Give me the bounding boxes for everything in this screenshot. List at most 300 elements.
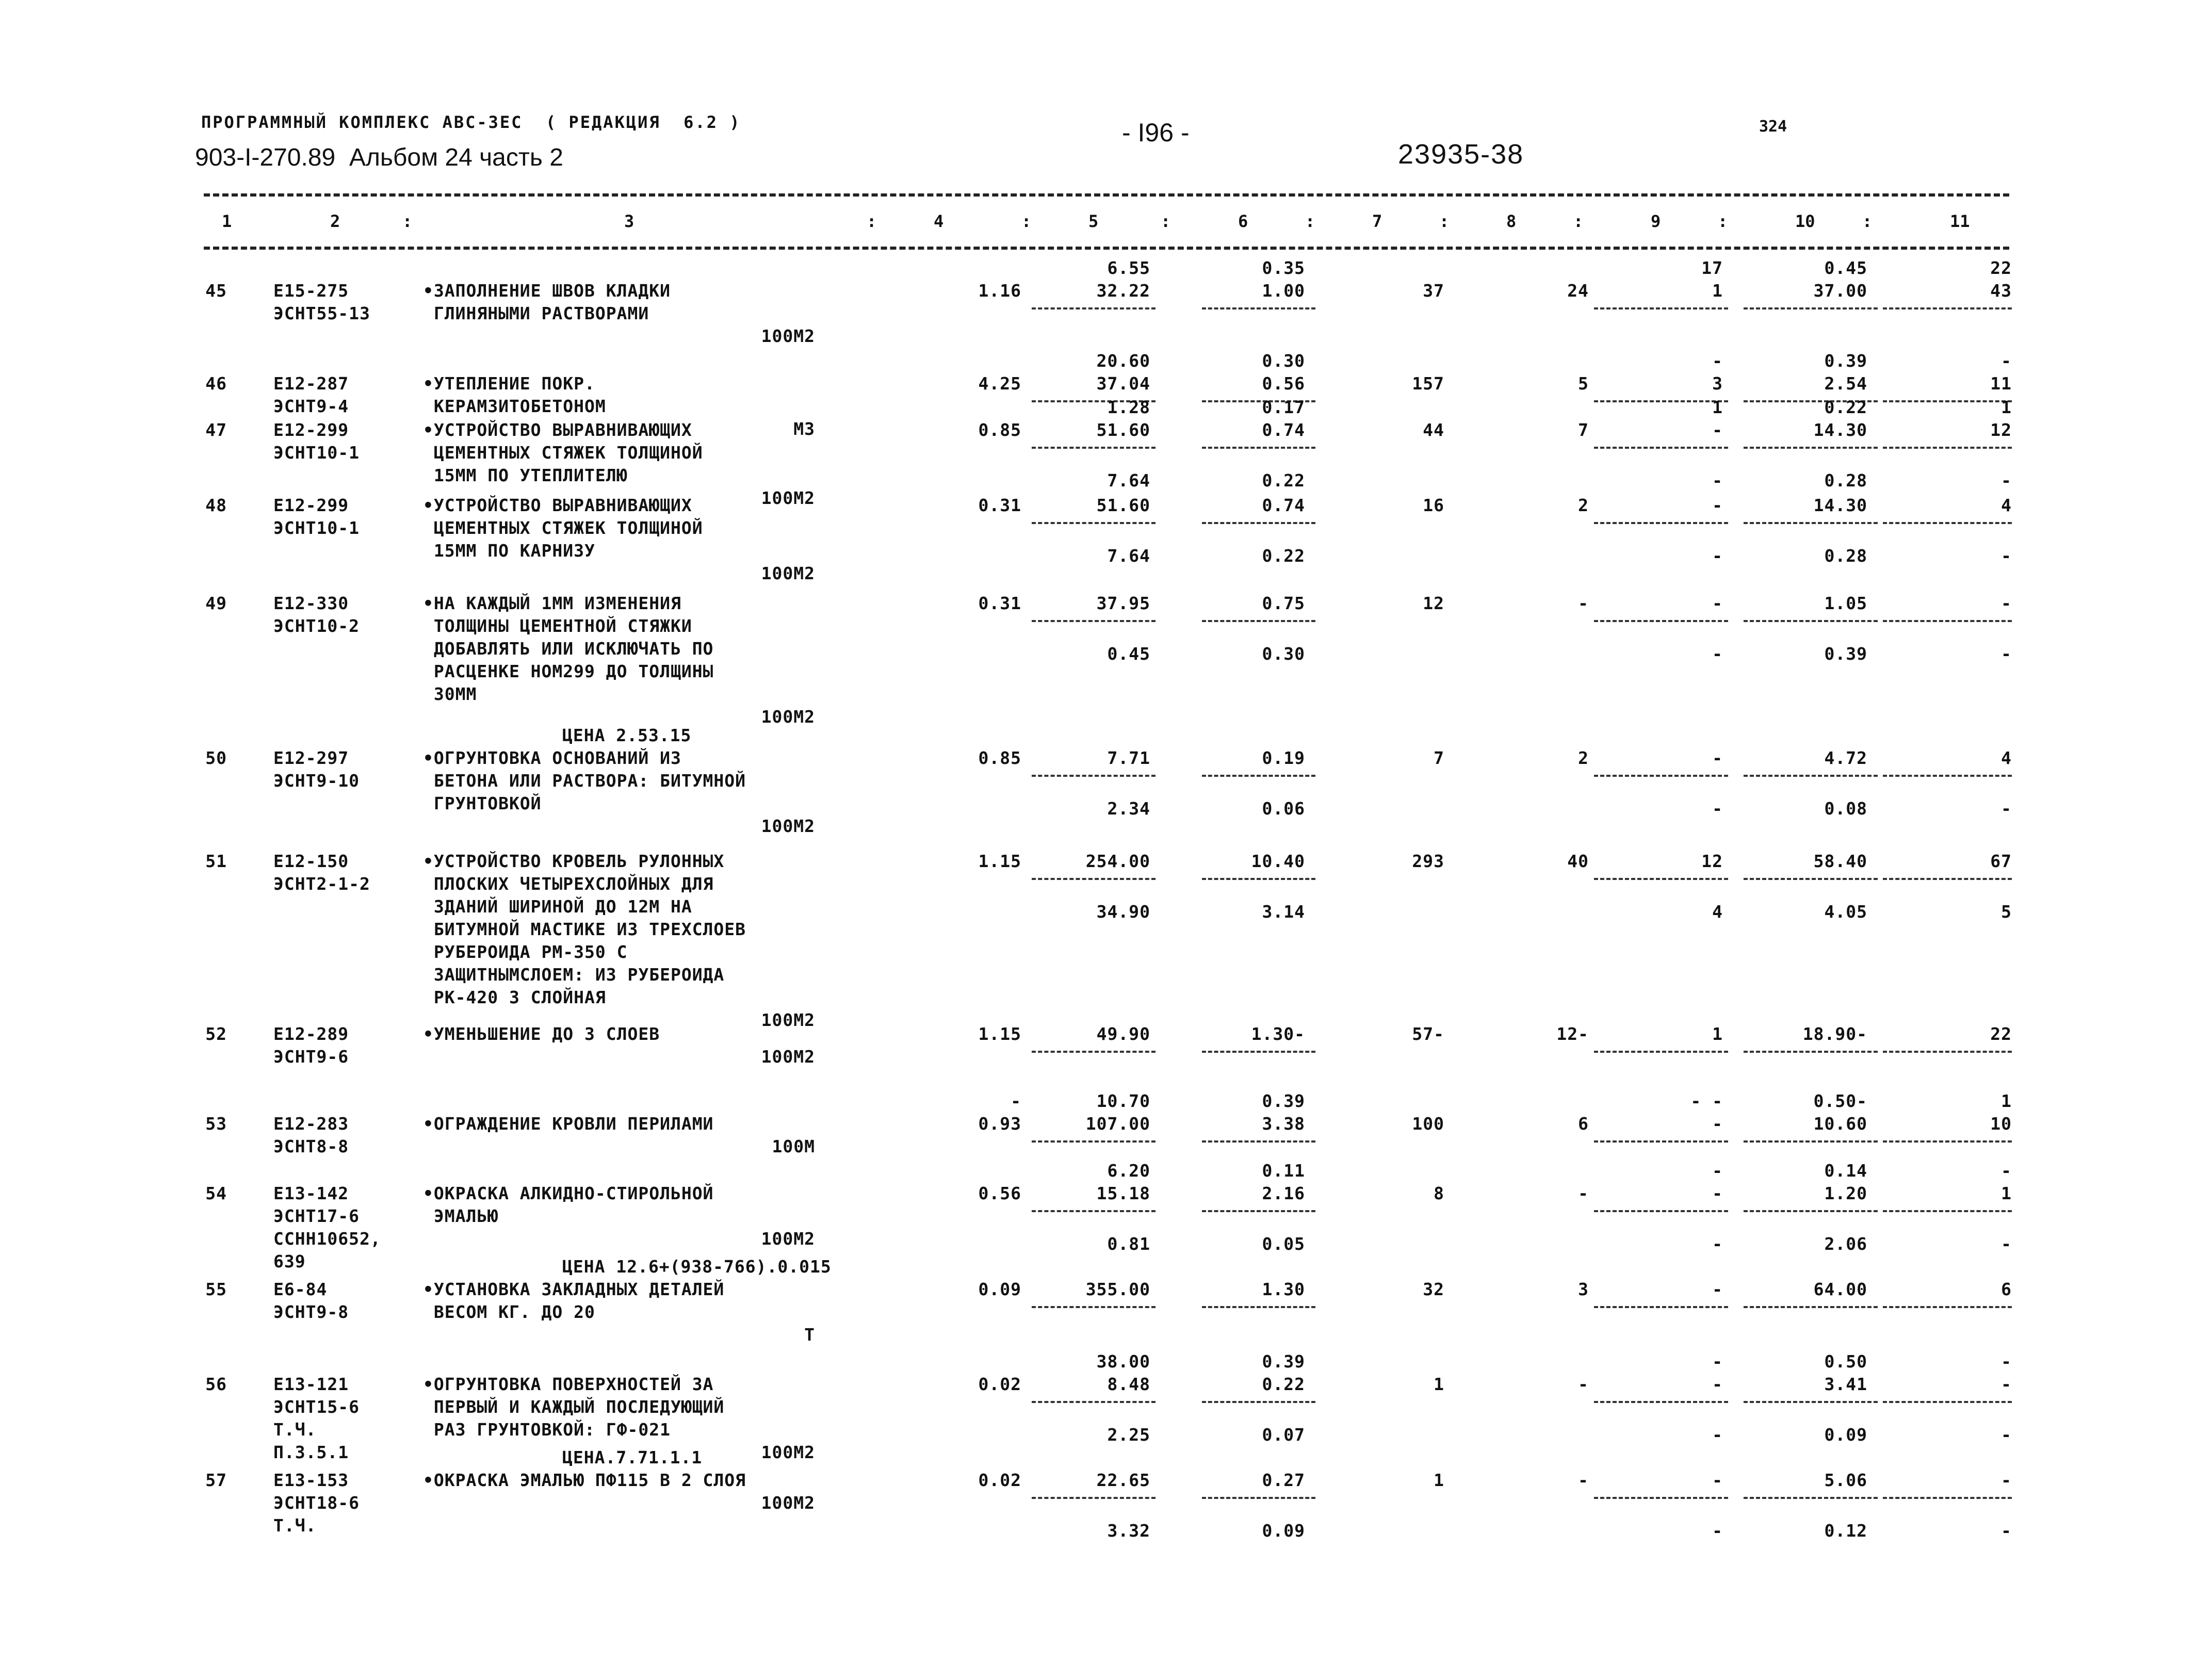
value-c11: - xyxy=(2001,1374,2012,1394)
value-c5: 107.00 xyxy=(1085,1114,1150,1134)
row-number: 53 xyxy=(205,1114,227,1134)
row-code: Т.Ч. xyxy=(273,1515,317,1536)
value-c6: 0.19 xyxy=(1262,748,1305,768)
subtotal-rule xyxy=(1594,1306,1728,1308)
value-c10: 64.00 xyxy=(1813,1279,1867,1299)
lower-value-c11: - xyxy=(2001,1234,2012,1254)
row-code: Е12-283 xyxy=(273,1114,349,1134)
subtotal-rule xyxy=(1744,1497,1878,1499)
value-c10: 1.20 xyxy=(1824,1183,1867,1203)
row-unit: 100М2 xyxy=(761,1493,815,1513)
lower-value-c10: 0.28 xyxy=(1824,546,1867,566)
value-c11: 11 xyxy=(1990,373,2012,394)
subtotal-rule xyxy=(1883,1051,2012,1053)
column-header-3: : xyxy=(402,211,413,231)
subtotal-rule xyxy=(1744,522,1878,524)
value-c8: 7 xyxy=(1578,420,1589,440)
value-c6: 1.00 xyxy=(1262,281,1305,301)
value-c7: 8 xyxy=(1434,1183,1444,1203)
pre-value-c9: - xyxy=(1712,1351,1723,1372)
lower-value-c6: 3.14 xyxy=(1262,902,1305,922)
value-c9: 1 xyxy=(1712,1024,1723,1044)
lower-value-c5: 34.90 xyxy=(1096,902,1150,922)
value-c5: 32.22 xyxy=(1096,281,1150,301)
row-description: ПЛОСКИХ ЧЕТЫРЕХСЛОЙНЫХ ДЛЯ xyxy=(423,874,714,894)
row-unit: М3 xyxy=(793,419,815,439)
lower-value-c10: 0.08 xyxy=(1824,798,1867,819)
row-unit: 100М2 xyxy=(761,816,815,836)
value-c11: 4 xyxy=(2001,748,2012,768)
row-unit: 100М xyxy=(772,1136,815,1156)
pre-value-c5: 6.55 xyxy=(1107,258,1150,278)
value-c7: 57- xyxy=(1412,1024,1444,1044)
lower-value-c9: - xyxy=(1712,546,1723,566)
row-code: Е13-121 xyxy=(273,1374,349,1394)
table-header-rule xyxy=(204,247,2009,250)
value-c5: 51.60 xyxy=(1096,495,1150,515)
value-c9: - xyxy=(1712,1470,1723,1490)
row-code: ЭСНТ9-4 xyxy=(273,396,349,416)
subtotal-rule xyxy=(1594,1210,1728,1212)
row-code: ЭСНТ9-6 xyxy=(273,1047,349,1067)
row-code: ЭСНТ18-6 xyxy=(273,1493,360,1513)
pre-value-c5: 6.20 xyxy=(1107,1161,1150,1181)
row-description: ГРУНТОВКОЙ xyxy=(423,793,542,813)
pre-value-c6: 0.30 xyxy=(1262,351,1305,371)
value-c9: - xyxy=(1712,1114,1723,1134)
row-code: Е13-153 xyxy=(273,1470,349,1490)
row-number: 51 xyxy=(205,851,227,871)
pre-value-c9: - - xyxy=(1690,1091,1723,1111)
row-code: ЭСНТ55-13 xyxy=(273,303,370,323)
row-code: Е12-289 xyxy=(273,1024,349,1044)
value-c6: 0.74 xyxy=(1262,420,1305,440)
value-c8: 12- xyxy=(1556,1024,1589,1044)
subtotal-rule xyxy=(1032,1051,1156,1053)
pre-value-c9: 1 xyxy=(1712,397,1723,417)
value-c10: 37.00 xyxy=(1813,281,1867,301)
value-c9: - xyxy=(1712,420,1723,440)
row-number: 56 xyxy=(205,1374,227,1394)
value-c7: 157 xyxy=(1412,373,1444,394)
row-description: РАЗ ГРУНТОВКОЙ: ГФ-021 xyxy=(423,1420,671,1440)
subtotal-rule xyxy=(1032,447,1156,449)
pre-value-c11: - xyxy=(2001,1161,2012,1181)
column-header-9: : xyxy=(1161,211,1171,231)
value-c6: 1.30- xyxy=(1251,1024,1305,1044)
row-description: •УТЕПЛЕНИЕ ПОКР. xyxy=(423,373,595,394)
pre-value-c11: - xyxy=(2001,1351,2012,1372)
value-c5: 355.00 xyxy=(1085,1279,1150,1299)
row-description: ДОБАВЛЯТЬ ИЛИ ИСКЛЮЧАТЬ ПО xyxy=(423,639,714,659)
row-unit: 100М2 xyxy=(761,707,815,727)
column-header-12: 7 xyxy=(1372,211,1382,231)
row-code: Е15-275 xyxy=(273,281,349,301)
value-c7: 1 xyxy=(1434,1470,1444,1490)
price-note: ЦЕНА.7.71.1.1 xyxy=(562,1447,703,1467)
value-c8: 2 xyxy=(1578,495,1589,515)
column-header-14: 8 xyxy=(1506,211,1517,231)
subtotal-rule xyxy=(1594,522,1728,524)
pre-value-c10: 0.50 xyxy=(1824,1351,1867,1372)
lower-value-c5: 0.81 xyxy=(1107,1234,1150,1254)
lower-value-c9: - xyxy=(1712,470,1723,491)
price-note: ЦЕНА 2.53.15 xyxy=(562,725,692,745)
row-code: ЭСНТ9-8 xyxy=(273,1302,349,1322)
value-c9: 12 xyxy=(1701,851,1723,871)
value-c7: 7 xyxy=(1434,748,1444,768)
document-number: 23935-38 xyxy=(1398,139,1524,170)
row-description: ГЛИНЯНЫМИ РАСТВОРАМИ xyxy=(423,303,649,323)
value-c6: 0.74 xyxy=(1262,495,1305,515)
row-number: 48 xyxy=(205,495,227,515)
row-description: РК-420 3 СЛОЙНАЯ xyxy=(423,987,606,1007)
price-note: ЦЕНА 12.6+(938-766).0.015 xyxy=(562,1257,832,1277)
lower-value-c9: - xyxy=(1712,1234,1723,1254)
subtotal-rule xyxy=(1883,620,2012,622)
pre-value-c5: 20.60 xyxy=(1096,351,1150,371)
page-number: - I96 - xyxy=(1122,118,1190,147)
row-number: 45 xyxy=(205,281,227,301)
row-description: •НА КАЖДЫЙ 1ММ ИЗМЕНЕНИЯ xyxy=(423,593,681,613)
value-c10: 3.41 xyxy=(1824,1374,1867,1394)
pre-value-c6: 0.39 xyxy=(1262,1351,1305,1372)
row-unit: 100М2 xyxy=(761,488,815,508)
subtotal-rule xyxy=(1202,1210,1315,1212)
subtotal-rule xyxy=(1883,1401,2012,1403)
album-title: 903-I-270.89 Альбом 24 часть 2 xyxy=(195,144,563,171)
row-unit: 100М2 xyxy=(761,563,815,583)
subtotal-rule xyxy=(1032,1401,1156,1403)
pre-value-c9: 17 xyxy=(1701,258,1723,278)
subtotal-rule xyxy=(1883,1497,2012,1499)
lower-value-c10: 0.28 xyxy=(1824,470,1867,491)
value-c5: 8.48 xyxy=(1107,1374,1150,1394)
value-c7: 12 xyxy=(1423,593,1444,613)
lower-value-c5: 2.34 xyxy=(1107,798,1150,819)
value-c10: 5.06 xyxy=(1824,1470,1867,1490)
subtotal-rule xyxy=(1744,1210,1878,1212)
program-title: ПРОГРАММНЫЙ КОМПЛЕКС АВС-3ЕС ( РЕДАКЦИЯ 6.2 ) xyxy=(201,112,741,132)
value-c5: 37.95 xyxy=(1096,593,1150,613)
value-c6: 0.56 xyxy=(1262,373,1305,394)
value-c9: - xyxy=(1712,593,1723,613)
value-c4: 1.16 xyxy=(978,281,1021,301)
lower-value-c10: 0.09 xyxy=(1824,1425,1867,1445)
value-c8: 3 xyxy=(1578,1279,1589,1299)
lower-value-c5: 0.45 xyxy=(1107,644,1150,664)
value-c5: 22.65 xyxy=(1096,1470,1150,1490)
pre-value-c5: 1.28 xyxy=(1107,397,1150,417)
value-c4: 0.85 xyxy=(978,748,1021,768)
value-c8: 40 xyxy=(1567,851,1589,871)
subtotal-rule xyxy=(1744,447,1878,449)
value-c4: 0.02 xyxy=(978,1470,1021,1490)
subtotal-rule xyxy=(1032,307,1156,309)
row-description: РУБЕРОИДА РМ-350 С xyxy=(423,942,628,962)
value-c6: 2.16 xyxy=(1262,1183,1305,1203)
row-code: Е12-330 xyxy=(273,593,349,613)
lower-value-c6: 0.05 xyxy=(1262,1234,1305,1254)
value-c8: - xyxy=(1578,1374,1589,1394)
column-header-18: 10 xyxy=(1795,211,1815,231)
value-c11: 43 xyxy=(1990,281,2012,301)
value-c4: 0.02 xyxy=(978,1374,1021,1394)
row-number: 49 xyxy=(205,593,227,613)
value-c7: 100 xyxy=(1412,1114,1444,1134)
subtotal-rule xyxy=(1202,878,1315,880)
lower-value-c5: 7.64 xyxy=(1107,470,1150,491)
subtotal-rule xyxy=(1202,447,1315,449)
column-header-7: : xyxy=(1021,211,1032,231)
row-code: ЭСНТ9-10 xyxy=(273,771,360,791)
lower-value-c9: - xyxy=(1712,644,1723,664)
pre-value-c5: 10.70 xyxy=(1096,1091,1150,1111)
row-description: РАСЦЕНКЕ НОМ299 ДО ТОЛЩИНЫ xyxy=(423,661,714,681)
subtotal-rule xyxy=(1594,620,1728,622)
row-description: КЕРАМЗИТОБЕТОНОМ xyxy=(423,396,606,416)
lower-value-c10: 2.06 xyxy=(1824,1234,1867,1254)
row-code: Е12-287 xyxy=(273,373,349,394)
lower-value-c10: 0.12 xyxy=(1824,1521,1867,1541)
row-description: •ОКРАСКА ЭМАЛЬЮ ПФ115 В 2 СЛОЯ xyxy=(423,1470,746,1490)
lower-value-c9: - xyxy=(1712,1425,1723,1445)
lower-value-c9: 4 xyxy=(1712,902,1723,922)
value-c5: 7.71 xyxy=(1107,748,1150,768)
subtotal-rule xyxy=(1883,307,2012,309)
row-description: ТОЛЩИНЫ ЦЕМЕНТНОЙ СТЯЖКИ xyxy=(423,616,692,636)
subtotal-rule xyxy=(1883,878,2012,880)
pre-value-c4: - xyxy=(1011,1091,1021,1111)
value-c10: 10.60 xyxy=(1813,1114,1867,1134)
subtotal-rule xyxy=(1032,775,1156,777)
lower-value-c5: 7.64 xyxy=(1107,546,1150,566)
row-number: 54 xyxy=(205,1183,227,1203)
value-c11: 67 xyxy=(1990,851,2012,871)
sheet-number: 324 xyxy=(1759,118,1787,136)
value-c11: 22 xyxy=(1990,1024,2012,1044)
subtotal-rule xyxy=(1032,1140,1156,1143)
value-c6: 0.75 xyxy=(1262,593,1305,613)
value-c5: 49.90 xyxy=(1096,1024,1150,1044)
row-description: •УСТРОЙСТВО ВЫРАВНИВАЮЩИХ xyxy=(423,495,692,515)
row-description: •УМЕНЬШЕНИЕ ДО 3 СЛОЕВ xyxy=(423,1024,660,1044)
row-number: 47 xyxy=(205,420,227,440)
lower-value-c11: - xyxy=(2001,1521,2012,1541)
row-unit: 100М2 xyxy=(761,1010,815,1030)
value-c5: 37.04 xyxy=(1096,373,1150,394)
row-description: 15ММ ПО КАРНИЗУ xyxy=(423,541,595,561)
subtotal-rule xyxy=(1594,1051,1728,1053)
value-c9: 3 xyxy=(1712,373,1723,394)
subtotal-rule xyxy=(1744,1051,1878,1053)
lower-value-c11: - xyxy=(2001,1425,2012,1445)
column-header-15: : xyxy=(1573,211,1584,231)
subtotal-rule xyxy=(1202,620,1315,622)
value-c9: - xyxy=(1712,495,1723,515)
subtotal-rule xyxy=(1032,1306,1156,1308)
subtotal-rule xyxy=(1883,1210,2012,1212)
subtotal-rule xyxy=(1744,1306,1878,1308)
value-c4: 4.25 xyxy=(978,373,1021,394)
value-c4: 0.93 xyxy=(978,1114,1021,1134)
row-description: ЦЕМЕНТНЫХ СТЯЖЕК ТОЛЩИНОЙ xyxy=(423,443,703,463)
subtotal-rule xyxy=(1032,522,1156,524)
pre-value-c10: 0.39 xyxy=(1824,351,1867,371)
value-c6: 0.22 xyxy=(1262,1374,1305,1394)
row-description: •ОГРУНТОВКА ПОВЕРХНОСТЕЙ ЗА xyxy=(423,1374,714,1394)
subtotal-rule xyxy=(1202,1051,1315,1053)
value-c10: 18.90- xyxy=(1802,1024,1867,1044)
row-unit: 100М2 xyxy=(761,1442,815,1462)
row-unit: 100М2 xyxy=(761,1229,815,1249)
lower-value-c10: 0.39 xyxy=(1824,644,1867,664)
subtotal-rule xyxy=(1032,1210,1156,1212)
row-unit: 100М2 xyxy=(761,1047,815,1067)
column-header-8: 5 xyxy=(1088,211,1099,231)
value-c8: - xyxy=(1578,1470,1589,1490)
value-c4: 1.15 xyxy=(978,851,1021,871)
subtotal-rule xyxy=(1202,1140,1315,1143)
pre-value-c6: 0.11 xyxy=(1262,1161,1305,1181)
subtotal-rule xyxy=(1594,1401,1728,1403)
row-number: 50 xyxy=(205,748,227,768)
pre-value-c5: 38.00 xyxy=(1096,1351,1150,1372)
value-c9: - xyxy=(1712,1183,1723,1203)
column-header-2: 2 xyxy=(330,211,340,231)
value-c4: 1.15 xyxy=(978,1024,1021,1044)
subtotal-rule xyxy=(1594,307,1728,309)
row-code: Е13-142 xyxy=(273,1183,349,1203)
row-description: •УСТРОЙСТВО ВЫРАВНИВАЮЩИХ xyxy=(423,420,692,440)
subtotal-rule xyxy=(1594,775,1728,777)
value-c9: - xyxy=(1712,1374,1723,1394)
value-c9: - xyxy=(1712,1279,1723,1299)
value-c5: 254.00 xyxy=(1085,851,1150,871)
value-c10: 58.40 xyxy=(1813,851,1867,871)
row-code: ЭСНТ8-8 xyxy=(273,1136,349,1156)
subtotal-rule xyxy=(1202,522,1315,524)
column-header-13: : xyxy=(1439,211,1450,231)
value-c11: 12 xyxy=(1990,420,2012,440)
row-code: ЭСНТ15-6 xyxy=(273,1397,360,1417)
value-c10: 4.72 xyxy=(1824,748,1867,768)
row-description: ЦЕМЕНТНЫХ СТЯЖЕК ТОЛЩИНОЙ xyxy=(423,518,703,538)
value-c4: 0.31 xyxy=(978,495,1021,515)
row-unit: Т xyxy=(804,1325,815,1345)
pre-value-c6: 0.35 xyxy=(1262,258,1305,278)
value-c8: 6 xyxy=(1578,1114,1589,1134)
row-number: 57 xyxy=(205,1470,227,1490)
row-code: 639 xyxy=(273,1251,306,1271)
value-c5: 51.60 xyxy=(1096,420,1150,440)
value-c5: 15.18 xyxy=(1096,1183,1150,1203)
row-description: ЗДАНИЙ ШИРИНОЙ ДО 12М НА xyxy=(423,896,692,917)
value-c4: 0.56 xyxy=(978,1183,1021,1203)
subtotal-rule xyxy=(1883,775,2012,777)
row-number: 46 xyxy=(205,373,227,394)
subtotal-rule xyxy=(1594,1497,1728,1499)
subtotal-rule xyxy=(1202,1497,1315,1499)
subtotal-rule xyxy=(1202,1306,1315,1308)
pre-value-c6: 0.17 xyxy=(1262,397,1305,417)
subtotal-rule xyxy=(1032,620,1156,622)
value-c10: 14.30 xyxy=(1813,420,1867,440)
lower-value-c11: - xyxy=(2001,470,2012,491)
value-c10: 2.54 xyxy=(1824,373,1867,394)
column-header-6: 4 xyxy=(934,211,944,231)
value-c6: 1.30 xyxy=(1262,1279,1305,1299)
value-c4: 0.85 xyxy=(978,420,1021,440)
pre-value-c6: 0.39 xyxy=(1262,1091,1305,1111)
row-code: ЭСНТ10-1 xyxy=(273,443,360,463)
value-c7: 37 xyxy=(1423,281,1444,301)
pre-value-c10: 0.14 xyxy=(1824,1161,1867,1181)
value-c9: - xyxy=(1712,748,1723,768)
row-code: ССНН10652, xyxy=(273,1229,381,1249)
subtotal-rule xyxy=(1594,878,1728,880)
pre-value-c11: 1 xyxy=(2001,1091,2012,1111)
lower-value-c9: - xyxy=(1712,798,1723,819)
lower-value-c6: 0.06 xyxy=(1262,798,1305,819)
subtotal-rule xyxy=(1594,447,1728,449)
column-header-19: : xyxy=(1862,211,1873,231)
row-number: 55 xyxy=(205,1279,227,1299)
row-description: БИТУМНОЙ МАСТИКЕ ИЗ ТРЕХСЛОЕВ xyxy=(423,919,746,939)
subtotal-rule xyxy=(1594,1140,1728,1143)
column-header-11: : xyxy=(1305,211,1315,231)
column-header-1: 1 xyxy=(222,211,232,231)
pre-value-c9: - xyxy=(1712,351,1723,371)
value-c11: 4 xyxy=(2001,495,2012,515)
subtotal-rule xyxy=(1744,307,1878,309)
row-code: П.3.5.1 xyxy=(273,1442,349,1462)
value-c11: 10 xyxy=(1990,1114,2012,1134)
value-c7: 44 xyxy=(1423,420,1444,440)
lower-value-c9: - xyxy=(1712,1521,1723,1541)
lower-value-c6: 0.07 xyxy=(1262,1425,1305,1445)
row-description: •УСТАНОВКА ЗАКЛАДНЫХ ДЕТАЛЕЙ xyxy=(423,1279,725,1299)
subtotal-rule xyxy=(1744,1401,1878,1403)
row-description: •ЗАПОЛНЕНИЕ ШВОВ КЛАДКИ xyxy=(423,281,671,301)
value-c8: 24 xyxy=(1567,281,1589,301)
subtotal-rule xyxy=(1883,1140,2012,1143)
pre-value-c11: - xyxy=(2001,351,2012,371)
row-code: Е12-299 xyxy=(273,495,349,515)
row-description: 15ММ ПО УТЕПЛИТЕЛЮ xyxy=(423,465,628,485)
value-c10: 14.30 xyxy=(1813,495,1867,515)
lower-value-c5: 2.25 xyxy=(1107,1425,1150,1445)
value-c11: - xyxy=(2001,1470,2012,1490)
subtotal-rule xyxy=(1032,1497,1156,1499)
value-c7: 16 xyxy=(1423,495,1444,515)
value-c8: - xyxy=(1578,1183,1589,1203)
pre-value-c11: 22 xyxy=(1990,258,2012,278)
row-code: Е12-297 xyxy=(273,748,349,768)
row-description: ПЕРВЫЙ И КАЖДЫЙ ПОСЛЕДУЮЩИЙ xyxy=(423,1397,725,1417)
row-code: Т.Ч. xyxy=(273,1420,317,1440)
lower-value-c6: 0.22 xyxy=(1262,470,1305,491)
subtotal-rule xyxy=(1032,878,1156,880)
row-number: 52 xyxy=(205,1024,227,1044)
row-code: Е6-84 xyxy=(273,1279,328,1299)
row-description: •ОКРАСКА АЛКИДНО-СТИРОЛЬНОЙ xyxy=(423,1183,714,1203)
row-code: ЭСНТ10-1 xyxy=(273,518,360,538)
lower-value-c11: - xyxy=(2001,644,2012,664)
value-c10: 1.05 xyxy=(1824,593,1867,613)
column-header-4: 3 xyxy=(624,211,634,231)
value-c11: 1 xyxy=(2001,1183,2012,1203)
